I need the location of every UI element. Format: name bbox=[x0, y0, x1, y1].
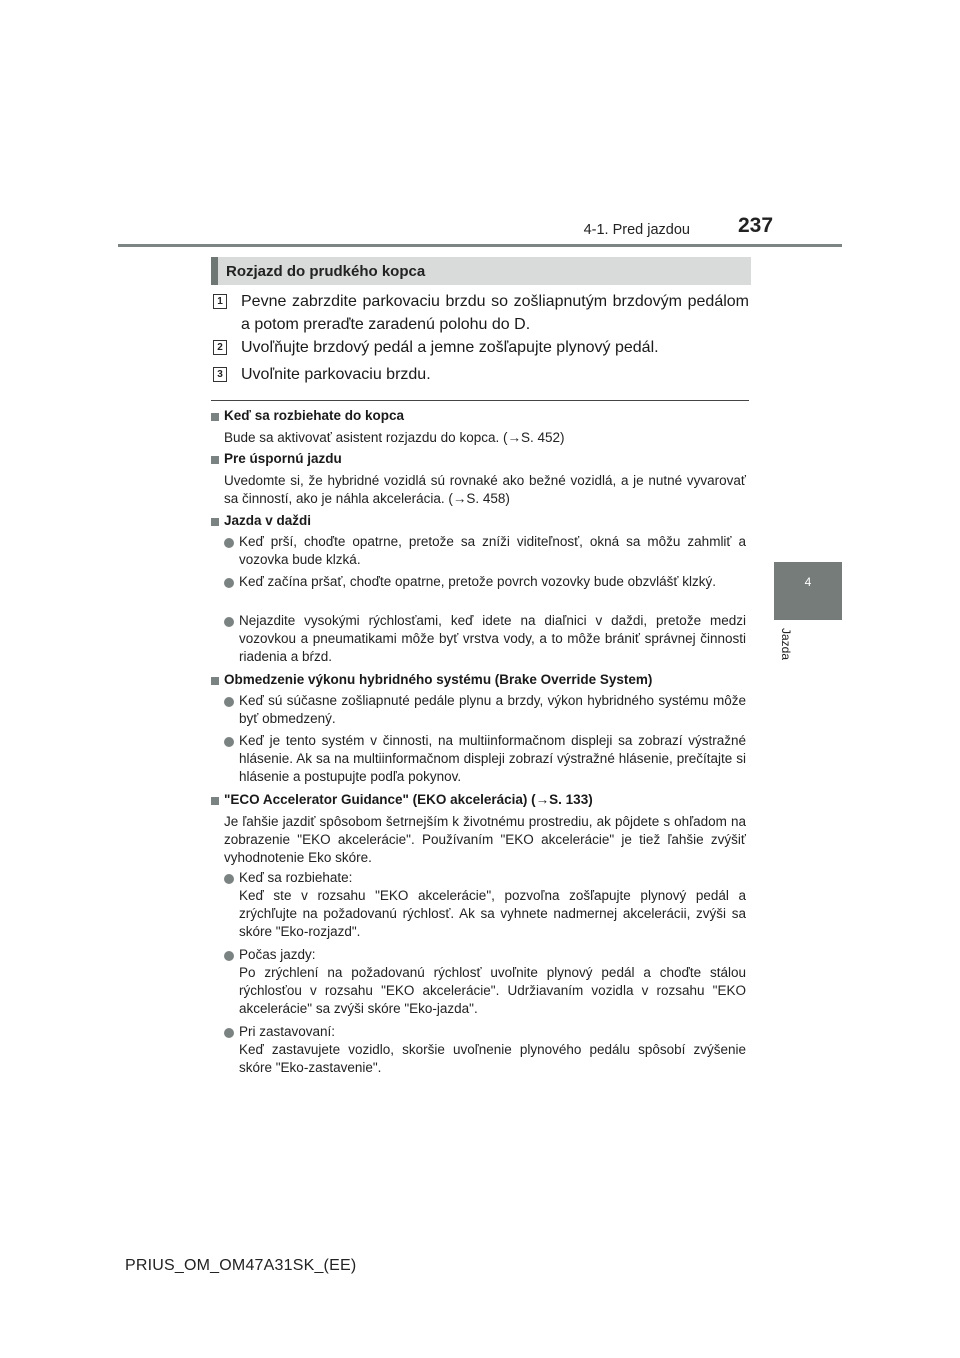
bullet-text: Po zrýchlení na požadovanú rýchlosť uvoľnite plynový pedál a choďte stálou rýchlosťou v rozsahu "EKO akcelerácie". Udržiavaním vozidla v rozsahu "EKO akcelerácie" sa zvýši skóre "Eko-jazda". bbox=[239, 965, 746, 1016]
chapter-tab-number: 4 bbox=[804, 575, 812, 589]
note-body: Uvedomte si, že hybridné vozidlá sú rovnaké ako bežné vozidlá, a je nutné vyvarovať sa činností, ako je náhla akcelerácia. (→S. 458) bbox=[224, 473, 746, 506]
bullet-text: Keď prší, choďte opatrne, pretože sa zníži viditeľnosť, okná sa môžu zahmliť a vozovka bude klzká. bbox=[239, 534, 746, 567]
chapter-tab bbox=[774, 562, 842, 620]
note-body: Je ľahšie jazdiť spôsobom šetrnejším k životnému prostrediu, ak pôjdete s ohľadom na zobrazenie "EKO akcelerácie". Používaním "EKO akcelerácie" je tiež ľahšie zvýšiť vyhodnotenie Eko skóre. bbox=[224, 814, 746, 865]
bullet-dot bbox=[224, 578, 234, 588]
step-number-2: 2 bbox=[213, 340, 227, 355]
bullet-dot bbox=[224, 737, 234, 747]
procedure-title: Rozjazd do prudkého kopca bbox=[226, 263, 426, 280]
note-heading: Jazda v daždi bbox=[224, 513, 312, 528]
bullet-dot bbox=[224, 951, 234, 961]
note-marker bbox=[211, 797, 219, 805]
note-marker bbox=[211, 413, 219, 421]
bullet-text: Keď zastavujete vozidlo, skoršie uvoľnenie plynového pedálu spôsobí zvýšenie skóre "Eko-zastavenie". bbox=[239, 1042, 746, 1075]
section-separator bbox=[211, 400, 749, 401]
bullet-dot bbox=[224, 874, 234, 884]
step-number-1: 1 bbox=[213, 294, 227, 309]
bullet-text: Nejazdite vysokými rýchlosťami, keď idete na diaľnici v daždi, pretože medzi vozovkou a pneumatikami môže byť vrstva vody, a to môže brániť správnej činnosti riadenia a bŕzd. bbox=[239, 613, 746, 664]
note-marker bbox=[211, 456, 219, 464]
note-heading: Pre úspornú jazdu bbox=[224, 451, 342, 466]
note-heading: Keď sa rozbiehate do kopca bbox=[224, 408, 405, 423]
bullet-text: Keď sú súčasne zošliapnuté pedále plynu a brzdy, výkon hybridného systému môže byť obmedzený. bbox=[239, 693, 746, 726]
bullet-block bbox=[239, 1023, 746, 1077]
note-marker bbox=[211, 518, 219, 526]
bullet-dot bbox=[224, 617, 234, 627]
note-marker bbox=[211, 677, 219, 685]
step-text-2: Uvoľňujte brzdový pedál a jemne zošľapujte plynový pedál. bbox=[241, 339, 659, 356]
bullet-text: Keď ste v rozsahu "EKO akcelerácie", pozvoľna zošľapujte plynový pedál a zrýchľujte na požadovanú rýchlosť. Ak sa vyhnete nadmernej akcelerácii, zvýši sa skóre "Eko-rozjazd". bbox=[239, 888, 746, 939]
bullet-text: Keď je tento systém v činnosti, na multiinformačnom displeji sa zobrazí výstražné hlásenie. Ak sa na multiinformačnom displeji zobrazí výstražné hlásenie, prečítajte si hlásenie a postupujte podľa pokynov. bbox=[239, 733, 746, 784]
bullet-block bbox=[239, 869, 746, 941]
page-number: 237 bbox=[738, 214, 774, 237]
bullet-lead: Keď sa rozbiehate: bbox=[239, 870, 353, 885]
document-id: PRIUS_OM_OM47A31SK_(EE) bbox=[125, 1257, 357, 1274]
section-label: 4-1. Pred jazdou bbox=[583, 222, 690, 238]
bullet-lead: Počas jazdy: bbox=[239, 947, 316, 962]
chapter-tab-label: Jazda bbox=[779, 628, 793, 661]
header-rule bbox=[118, 244, 842, 247]
step-number-3: 3 bbox=[213, 367, 227, 382]
note-body: Bude sa aktivovať asistent rozjazdu do kopca. (→S. 452) bbox=[224, 430, 565, 445]
bullet-text: Keď začína pršať, choďte opatrne, pretože povrch vozovky bude obzvlášť klzký. bbox=[239, 574, 716, 589]
procedure-header-accent bbox=[211, 257, 218, 285]
bullet-lead: Pri zastavovaní: bbox=[239, 1024, 336, 1039]
bullet-dot bbox=[224, 1028, 234, 1038]
bullet-block bbox=[239, 946, 746, 1018]
bullet-dot bbox=[224, 538, 234, 548]
note-heading: Obmedzenie výkonu hybridného systému (Brake Override System) bbox=[224, 672, 653, 687]
note-heading: "ECO Accelerator Guidance" (EKO akcelerácia) (→S. 133) bbox=[224, 792, 593, 807]
step-text-1: Pevne zabrzdite parkovaciu brzdu so zošliapnutým brzdovým pedálom a potom preraďte zaradenú polohu do D. bbox=[241, 293, 749, 333]
step-text-3: Uvoľnite parkovaciu brzdu. bbox=[241, 366, 431, 383]
bullet-dot bbox=[224, 697, 234, 707]
